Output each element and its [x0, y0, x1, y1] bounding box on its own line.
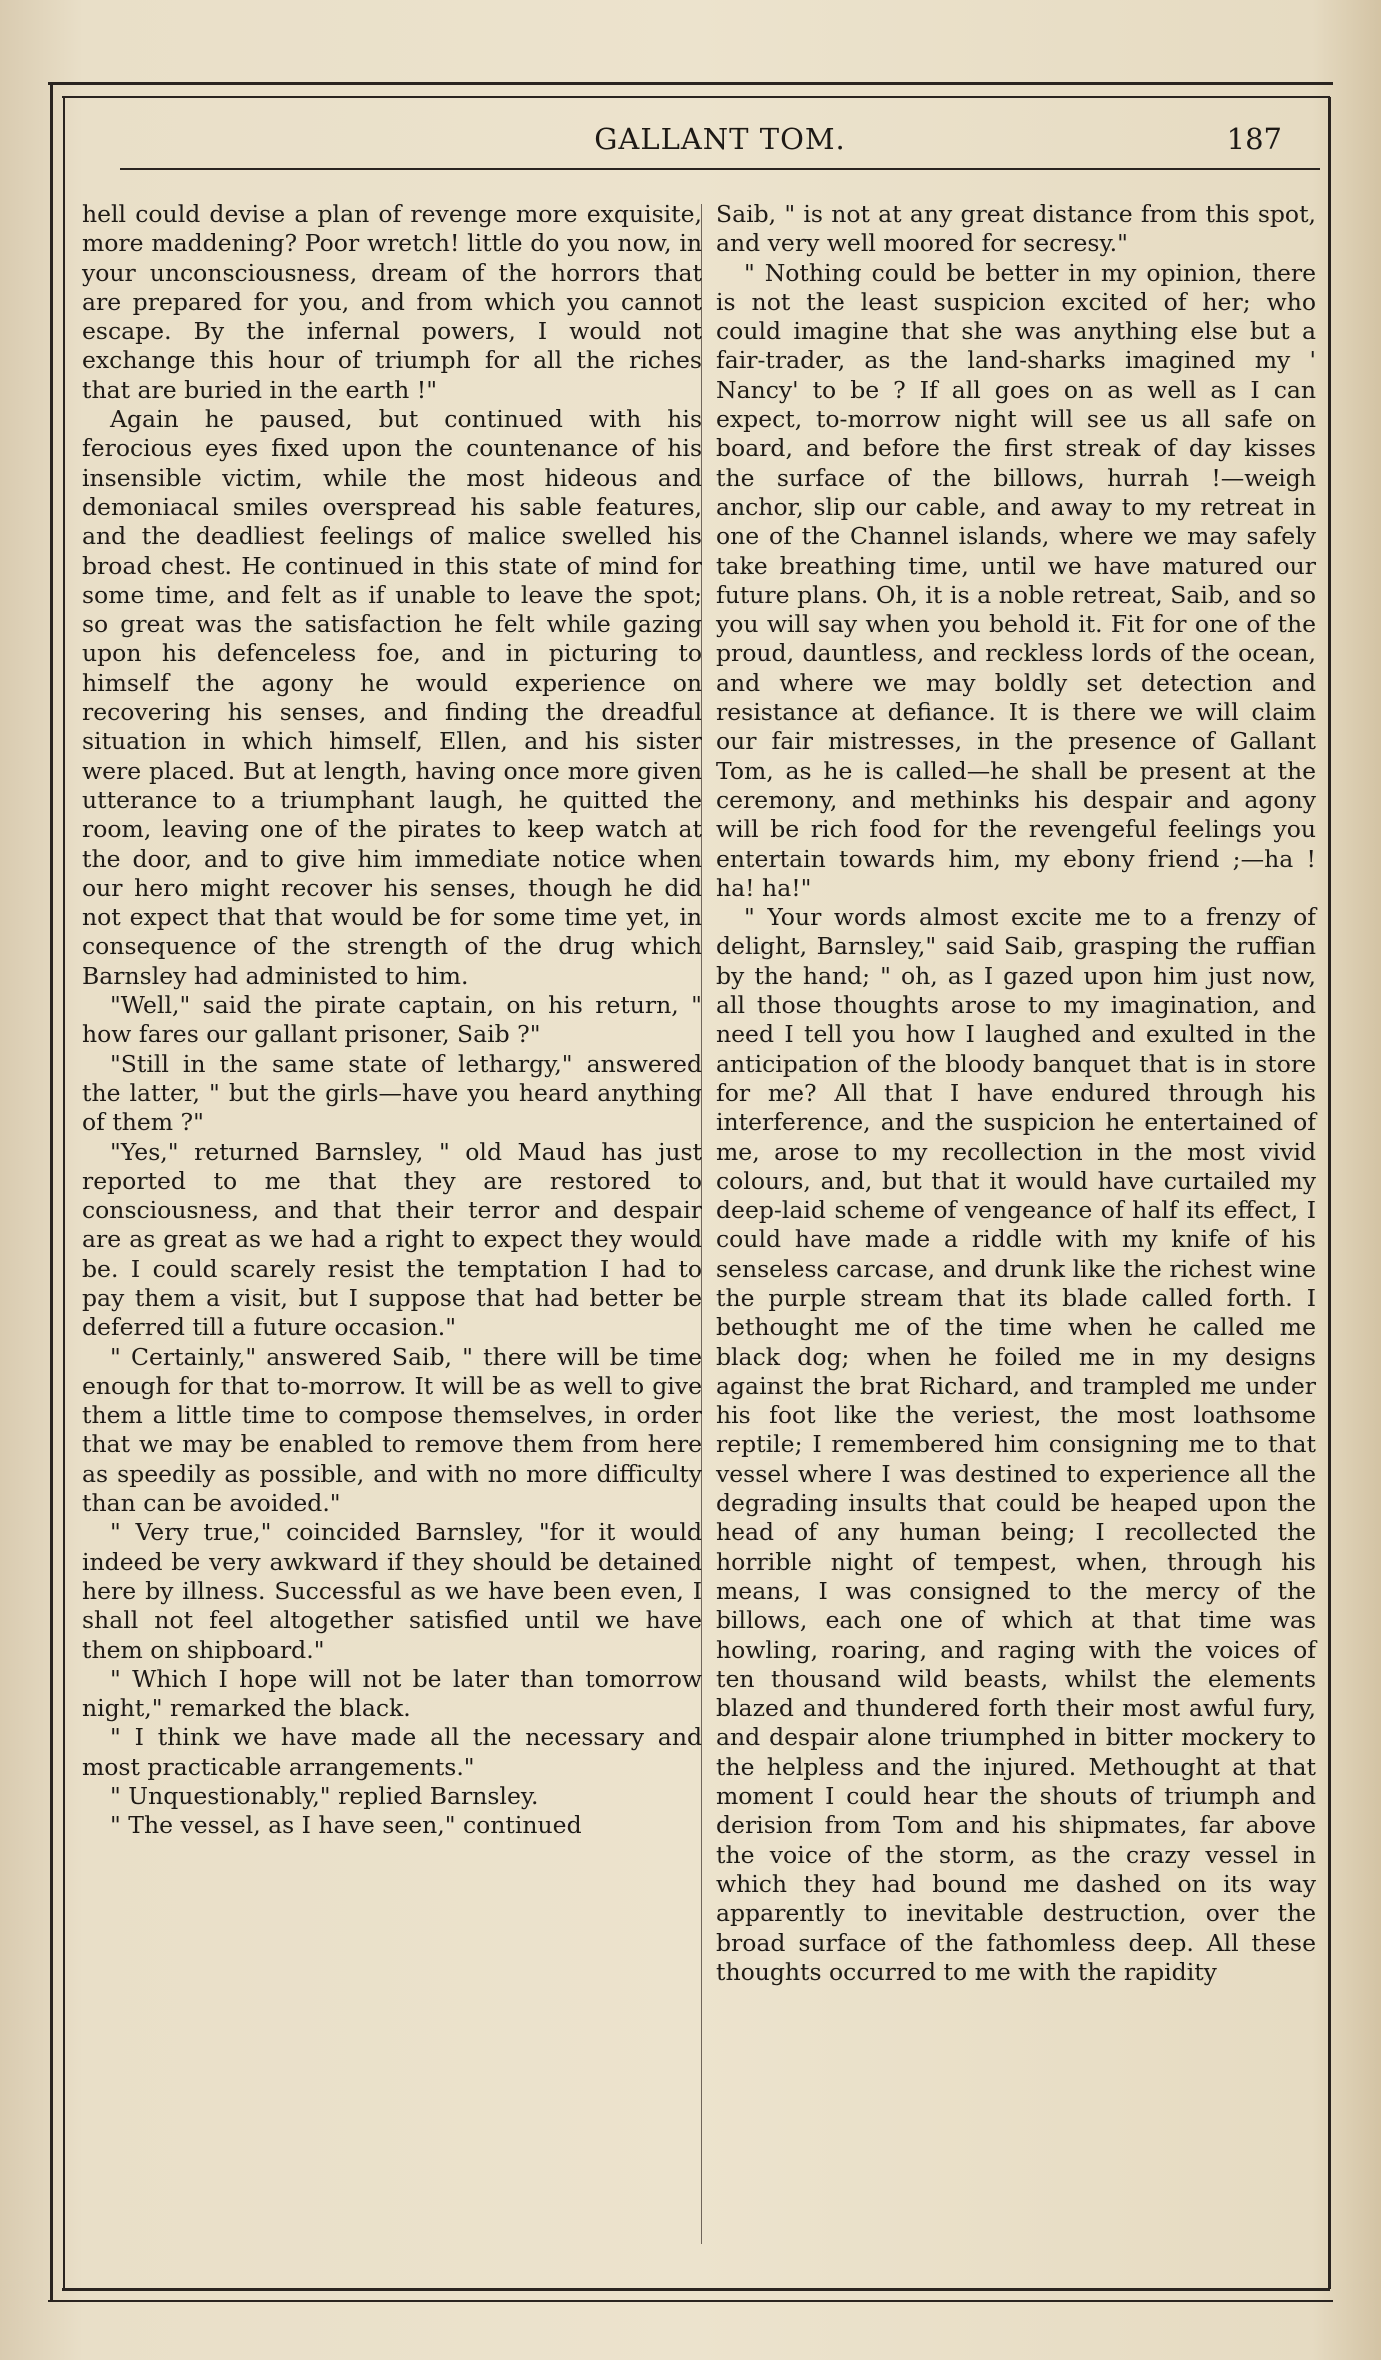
paragraph: " Very true," coincided Barnsley, "for it would indeed be very awkward if they should be detained here by illness. Successful as we have been even, I shall not feel altogether satisfied until we have them on shipboard." [82, 1518, 702, 1664]
paragraph: " Certainly," answered Saib, " there will be time enough for that to-morrow. It will be as well to give them a little time to compose themselves, in order that we may be enabled to remove them from here as speedily as possible, and with no more difficulty than can be avoided." [82, 1342, 702, 1518]
bottom-outer-rule [48, 2300, 1333, 2302]
paragraph: "Still in the same state of lethargy," answered the latter, " but the girls—have you heard anything of them ?" [82, 1049, 702, 1137]
paragraph: Again he paused, but continued with his ferocious eyes fixed upon the countenance of his insensible victim, while the most hideous and demoniacal smiles overspread his sable features, and the deadliest feelings of malice swelled his broad chest. He continued in this state of mind for some time, and felt as if unable to leave the spot; so great was the satisfaction he felt while gazing upon his defenceless foe, and in picturing to himself the agony he would experience on recovering his senses, and finding the dreadful situation in which himself, Ellen, and his sister were placed. But at length, having once more given utterance to a triumphant laugh, he quitted the room, leaving one of the pirates to keep watch at the door, and to give him immediate notice when our hero might recover his senses, though he did not expect that that would be for some time yet, in consequence of the strength of the drug which Barnsley had administed to him. [82, 405, 702, 990]
running-title: GALLANT TOM. [594, 122, 846, 156]
running-head [120, 118, 1320, 158]
paragraph: " Nothing could be better in my opinion, there is not the least suspicion excited of her; who could imagine that she was anything else but a fair-trader, as the land-sharks imagined my ' Nancy' to be ? If all goes on as well as I can expect, to-morrow night will see us all safe on board, and before the first streak of day kisses the surface of the billows, hurrah !—weigh anchor, slip our cable, and away to my retreat in one of the Channel islands, where we may safely take breathing time, until we have matured our future plans. Oh, it is a noble retreat, Saib, and so you will say when you behold it. Fit for one of the proud, dauntless, and reckless lords of the ocean, and where we may boldly set detection and resistance at defiance. It is there we will claim our fair mistresses, in the presence of Gallant Tom, as he is called—he shall be present at the ceremony, and methinks his despair and agony will be rich food for the revengeful feelings you entertain towards him, my ebony friend ;—ha ! ha! ha!" [716, 258, 1316, 902]
paragraph: Saib, " is not at any great distance from this spot, and very well moored for secresy." [716, 200, 1316, 258]
paragraph: " Which I hope will not be later than tomorrow night," remarked the black. [82, 1664, 702, 1723]
bottom-inner-rule [62, 2288, 1330, 2291]
header-underline [120, 168, 1320, 170]
right-column [716, 200, 1316, 1987]
paragraph: " Your words almost excite me to a frenzy of delight, Barnsley," said Saib, grasping the ruffian by the hand; " oh, as I gazed upon him just now, all those thoughts arose to my imagination, and need I tell you how I laughed and exulted in the anticipation of the bloody banquet that is in store for me? All that I have endured through his interference, and the suspicion he entertained of me, arose to my recollection in the most vivid colours, and, but that it would have curtailed my deep-laid scheme of vengeance of half its effect, I could have made a riddle with my knife of his senseless carcase, and drunk like the richest wine the purple stream that its blade called forth. I bethought me of the time when he called me black dog; when he foiled me in my designs against the brat Richard, and trampled me under his foot like the veriest, the most loathsome reptile; I remembered him consigning me to that vessel where I was destined to experience all the degrading insults that could be heaped upon the head of any human being; I recollected the horrible night of tempest, when, through his means, I was consigned to the mercy of the billows, each one of which at that time was howling, roaring, and raging with the voices of ten thousand wild beasts, whilst the elements blazed and thundered forth their most awful fury, and despair alone triumphed in bitter mockery to the helpless and the injured. Methought at that moment I could hear the shouts of triumph and derision from Tom and his shipmates, far above the voice of the storm, as the crazy vessel in which they had bound me dashed on its way apparently to inevitable destruction, over the broad surface of the fathomless deep. All these thoughts occurred to me with the rapidity [716, 903, 1316, 1986]
left-outer-rule [50, 84, 53, 2300]
paragraph: hell could devise a plan of revenge more exquisite, more maddening? Poor wretch! little do you now, in your unconsciousness, dream of the horrors that are prepared for you, and from which you cannot escape. By the infernal powers, I would not exchange this hour of triumph for all the riches that are buried in the earth !" [82, 200, 702, 404]
paragraph: "Yes," returned Barnsley, " old Maud has just reported to me that they are restored to consciousness, and that their terror and despair are as great as we had a right to expect they would be. I could scarely resist the temptation I had to pay them a visit, but I suppose that had better be deferred till a future occasion." [82, 1137, 702, 1342]
left-inner-rule [63, 97, 65, 2289]
top-inner-rule [62, 96, 1330, 98]
top-outer-rule [48, 82, 1333, 85]
paragraph: " Unquestionably," replied Barnsley. [110, 1782, 539, 1811]
right-inner-rule [1328, 97, 1331, 2289]
page-number: 187 [1226, 122, 1282, 156]
paragraph: " I think we have made all the necessary and most practicable arrangements." [82, 1723, 702, 1781]
paragraph: "Well," said the pirate captain, on his return, " how fares our gallant prisoner, Saib ?" [82, 991, 702, 1049]
paragraph: " The vessel, as I have seen," continued [110, 1811, 582, 1840]
left-column [82, 200, 702, 1841]
